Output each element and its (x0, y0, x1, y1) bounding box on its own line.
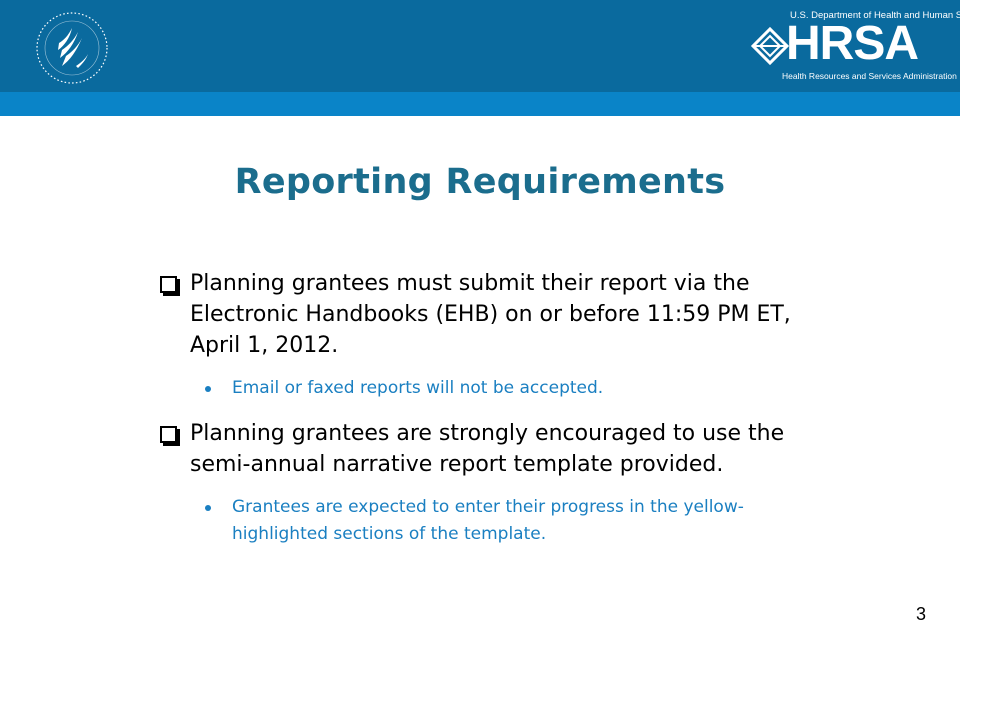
sub-bullet-item (160, 494, 810, 548)
dot-bullet-icon (205, 505, 211, 511)
slide-header (0, 0, 992, 116)
bullet-item (160, 418, 810, 480)
checkbox-bullet-icon (160, 276, 177, 293)
sub-bullet-text: Grantees are expected to enter their progress in the yellow-highlighted sections of the template. (232, 497, 744, 544)
dot-bullet-icon (205, 386, 211, 392)
page-number: 3 (915, 604, 926, 624)
slide-title: Reporting Requirements (234, 162, 726, 202)
slide-content (160, 268, 810, 564)
sub-bullet-text: Email or faxed reports will not be accepted. (232, 378, 604, 398)
hrsa-logo (750, 10, 992, 86)
hhs-eagle-seal-icon (32, 8, 112, 88)
sub-bullet-item (160, 375, 810, 402)
checkbox-bullet-icon (160, 426, 177, 443)
hrsa-subtitle: Health Resources and Services Administration (782, 71, 957, 81)
hrsa-diamond-icon (750, 26, 790, 66)
bullet-item (160, 268, 810, 361)
hrsa-wordmark: HRSA (786, 17, 919, 70)
bullet-text: Planning grantees must submit their report via the Electronic Handbooks (EHB) on or before 11:59 PM ET, April 1, 2012. (190, 271, 791, 358)
header-strip (0, 92, 960, 116)
hrsa-department-text: U.S. Department of Health and Human Services (790, 10, 992, 21)
bullet-text: Planning grantees are strongly encouraged to use the semi-annual narrative report template provided. (190, 421, 785, 477)
